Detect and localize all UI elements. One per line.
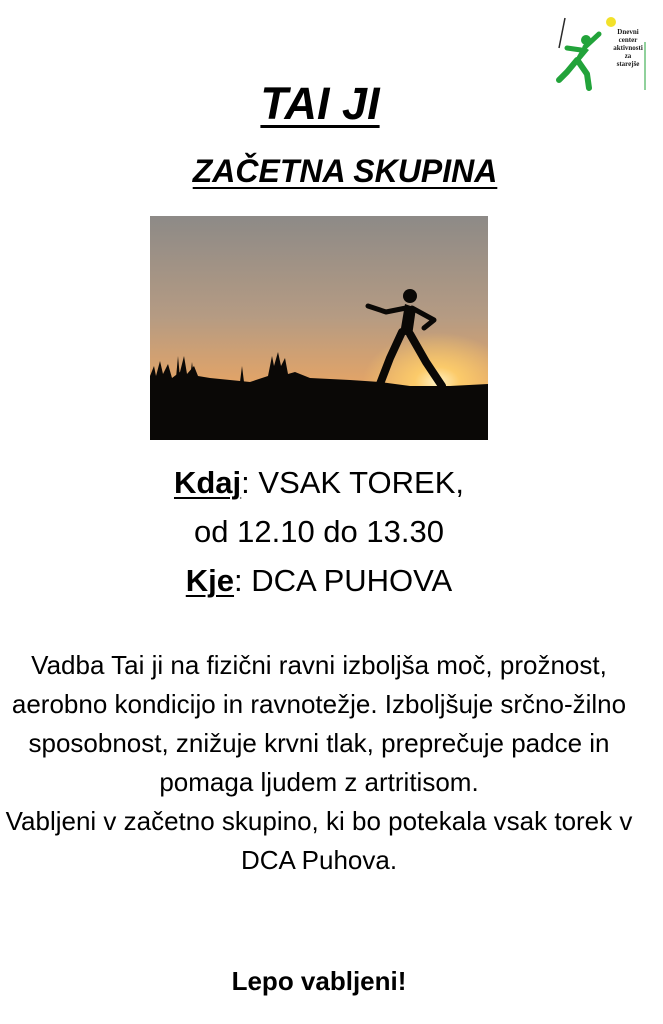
logo-line: Dnevni	[617, 28, 639, 36]
description	[0, 646, 638, 880]
page-title-text: TAI JI	[260, 78, 380, 129]
tai-chi-photo	[150, 216, 488, 440]
logo-line: za	[624, 52, 632, 60]
page-subtitle	[150, 153, 540, 190]
page-subtitle-text: ZAČETNA SKUPINA	[192, 153, 498, 189]
description-paragraph: Vadba Tai ji na fizični ravni izboljša moč, prožnost, aerobno kondicijo in ravnotežje. Izboljšuje srčno-žilno sposobnost, znižuje krvni tlak, preprečuje padce in pomaga ljudem z artritisom.	[11, 650, 627, 797]
where-value: : DCA PUHOVA	[234, 563, 453, 598]
logo-line: aktivnosti	[613, 44, 643, 52]
logo-line: center	[618, 36, 638, 44]
description-paragraph: Vabljeni v začetno skupino, ki bo potekala vsak torek v DCA Puhova.	[5, 806, 633, 875]
when-label: Kdaj	[173, 465, 242, 500]
closing-text: Lepo vabljeni!	[231, 966, 407, 996]
page-title	[0, 78, 640, 130]
when-line	[0, 458, 638, 507]
event-info	[0, 458, 638, 605]
logo-line: starejše	[616, 60, 640, 68]
logo-caption	[606, 28, 650, 68]
where-line	[0, 556, 638, 605]
when-value: : VSAK TOREK,	[241, 465, 464, 500]
time-line: od 12.10 do 13.30	[194, 514, 444, 549]
where-label: Kje	[185, 563, 235, 598]
